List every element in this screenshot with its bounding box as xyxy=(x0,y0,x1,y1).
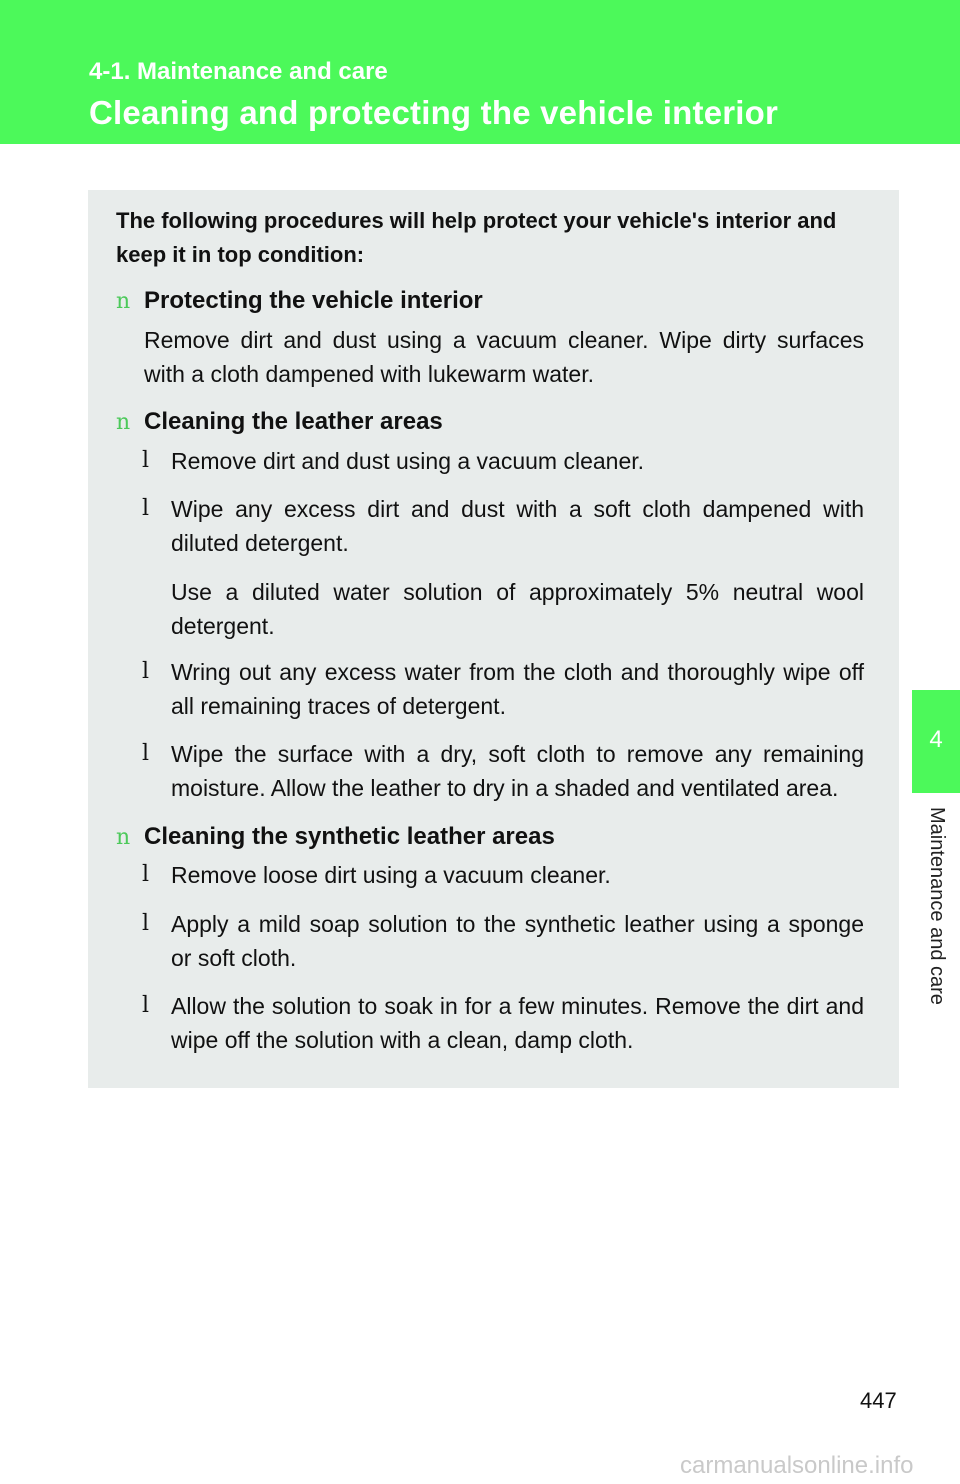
watermark: carmanualsonline.info xyxy=(680,1452,914,1479)
page-title: Cleaning and protecting the vehicle interior xyxy=(89,94,779,131)
list-item xyxy=(142,858,864,892)
chapter-label: Maintenance and care xyxy=(926,807,948,1005)
intro-text: The following procedures will help protect your vehicle's interior and keep it in top condition: xyxy=(116,208,837,267)
heading-text: Cleaning the synthetic leather areas xyxy=(144,823,555,850)
protecting-text: Remove dirt and dust using a vacuum cleaner. Wipe dirty surfaces with a cloth dampened with lukewarm water. xyxy=(144,327,864,387)
list-item xyxy=(142,989,864,1057)
bullet-icon: l xyxy=(142,659,150,684)
heading-text: Protecting the vehicle interior xyxy=(144,287,483,314)
detergent-note: Use a diluted water solution of approximately 5% neutral wool detergent. xyxy=(171,579,864,639)
chapter-tab xyxy=(912,690,960,793)
content-box xyxy=(88,190,899,1088)
heading-marker-icon: n xyxy=(116,289,131,314)
list-item-text: Apply a mild soap solution to the synthetic leather using a sponge or soft cloth. xyxy=(171,911,864,971)
list-item xyxy=(142,492,864,560)
heading-marker-icon: n xyxy=(116,410,131,435)
section-label: 4-1. Maintenance and care xyxy=(89,58,388,85)
bullet-icon: l xyxy=(142,993,150,1018)
heading-leather xyxy=(116,408,443,436)
list-item-text: Wipe any excess dirt and dust with a soft cloth dampened with diluted detergent. xyxy=(171,496,864,556)
list-item-text: Allow the solution to soak in for a few minutes. Remove the dirt and wipe off the solution with a clean, damp cloth. xyxy=(171,993,864,1053)
bullet-icon: l xyxy=(142,741,150,766)
list-item-text: Remove loose dirt using a vacuum cleaner. xyxy=(171,862,611,888)
page-number: 447 xyxy=(860,1388,897,1413)
list-item-text: Remove dirt and dust using a vacuum cleaner. xyxy=(171,448,645,474)
bullet-icon: l xyxy=(142,496,150,521)
list-item xyxy=(142,737,864,805)
list-item xyxy=(142,655,864,723)
bullet-icon: l xyxy=(142,862,150,887)
bullet-icon: l xyxy=(142,911,150,936)
heading-text: Cleaning the leather areas xyxy=(144,408,443,435)
list-item xyxy=(142,907,864,975)
heading-synthetic-leather xyxy=(116,823,555,851)
chapter-number: 4 xyxy=(929,726,943,753)
heading-marker-icon: n xyxy=(116,825,131,850)
bullet-icon: l xyxy=(142,448,150,473)
list-item-text: Wipe the surface with a dry, soft cloth to remove any remaining moisture. Allow the leather to dry in a shaded and ventilated area. xyxy=(171,741,864,801)
list-item xyxy=(142,444,864,478)
header-bar xyxy=(0,0,960,144)
heading-protecting xyxy=(116,287,483,315)
list-item-text: Wring out any excess water from the cloth and thoroughly wipe off all remaining traces of detergent. xyxy=(171,659,864,719)
